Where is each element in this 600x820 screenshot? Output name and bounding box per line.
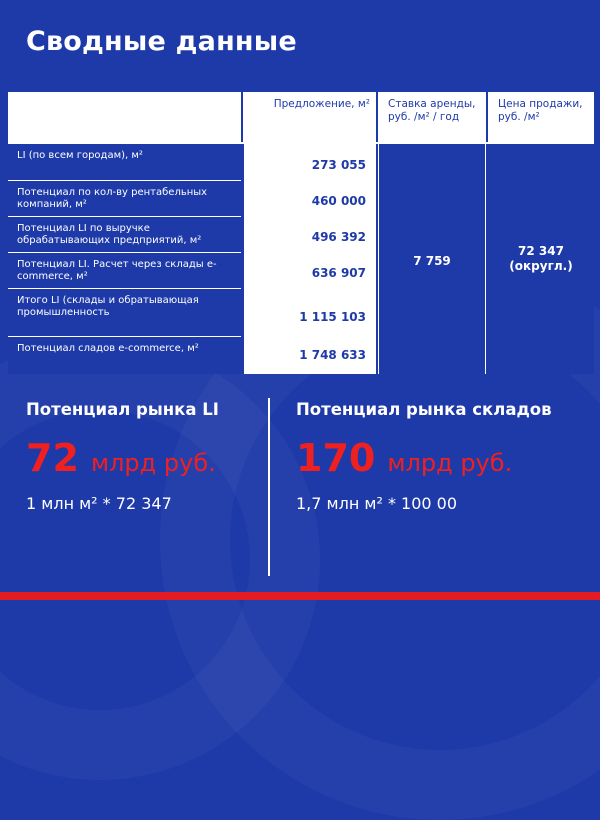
li-market-formula: 1 млн м² * 72 347	[26, 494, 172, 513]
warehouse-market-title: Потенциал рынка складов	[296, 400, 552, 419]
sale-price-note: (округл.)	[509, 259, 573, 273]
supply-value: 1 115 103	[299, 310, 366, 324]
table-row-label: LI (по всем городам), м²	[8, 144, 241, 181]
table-row-label: Потенциал LI по выручке обрабатывающих предприятий, м²	[8, 217, 241, 253]
supply-value: 460 000	[311, 194, 366, 208]
warehouse-market-formula: 1,7 млн м² * 100 00	[296, 494, 458, 513]
table-row-label: Потенциал сладов e-commerce, м²	[8, 337, 241, 374]
rent-rate-column	[378, 144, 486, 374]
li-market-value	[26, 436, 216, 480]
header-cell-sale-price: Цена продажи, руб. /м²	[488, 92, 594, 142]
section-divider	[268, 398, 270, 576]
page-title: Сводные данные	[26, 26, 297, 57]
supply-value: 496 392	[311, 230, 366, 244]
warehouse-market-unit: млрд руб.	[387, 449, 513, 477]
li-market-unit: млрд руб.	[90, 449, 216, 477]
warehouse-market-number: 170	[296, 436, 376, 480]
table-row-label: Потенциал по кол-ву рентабельных компаний, м²	[8, 181, 241, 217]
rent-rate-value: 7 759	[413, 254, 451, 268]
li-market-number: 72	[26, 436, 79, 480]
supply-value: 1 748 633	[299, 348, 366, 362]
table-row-label: Итого LI (склады и обратывающая промышленность	[8, 289, 241, 337]
bottom-accent-bar	[0, 592, 600, 600]
table-body	[8, 144, 594, 374]
header-cell-empty	[8, 92, 241, 142]
header-cell-supply: Предложение, м²	[244, 92, 376, 142]
li-market-title: Потенциал рынка LI	[26, 400, 219, 419]
column-divider	[241, 92, 243, 142]
sale-price-value: 72 347	[518, 244, 564, 258]
summary-table	[8, 92, 594, 374]
supply-column	[244, 144, 376, 374]
table-row-label: Потенциал LI. Расчет через склады e-commerce, м²	[8, 253, 241, 289]
supply-value: 273 055	[311, 158, 366, 172]
warehouse-market-value	[296, 436, 512, 480]
supply-value: 636 907	[311, 266, 366, 280]
sale-price-column	[488, 144, 594, 374]
header-cell-rent-rate: Ставка аренды, руб. /м² / год	[378, 92, 486, 142]
